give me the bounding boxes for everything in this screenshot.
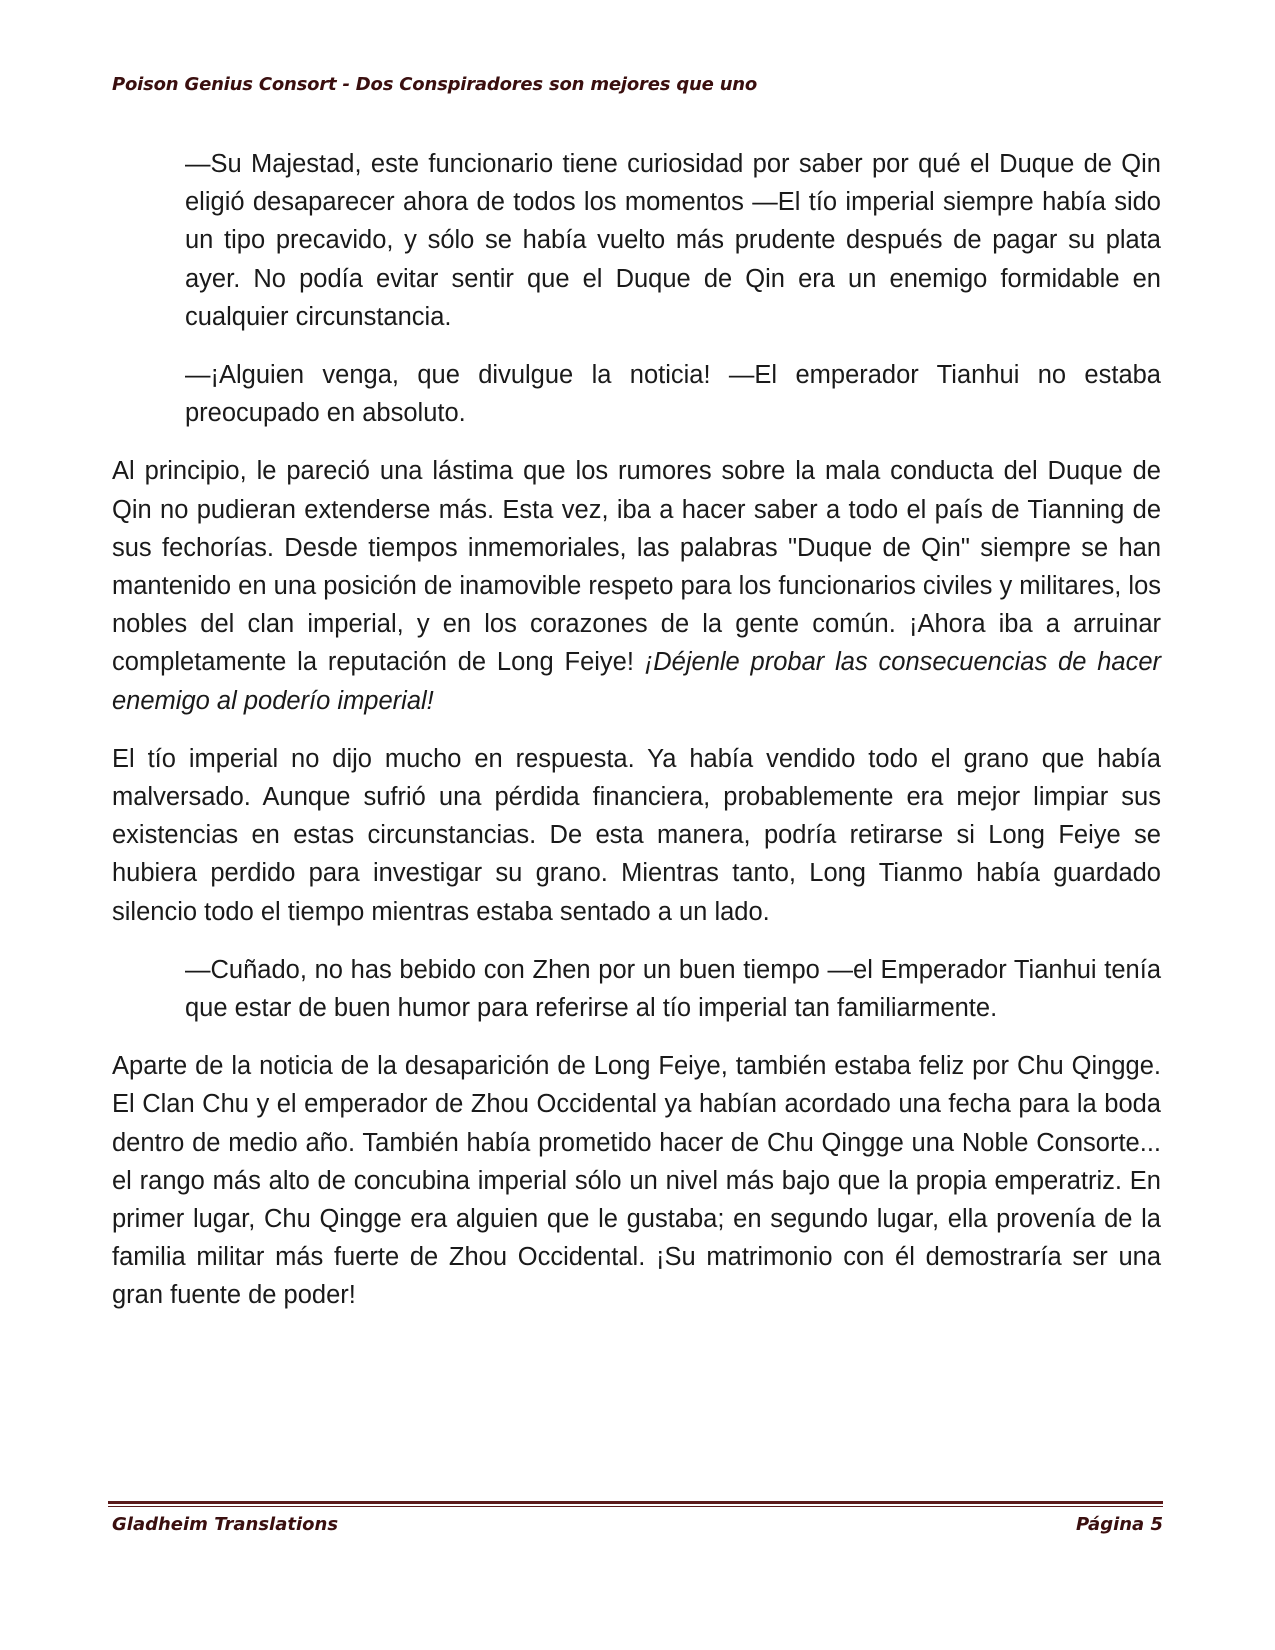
dialogue-paragraph: —¡Alguien venga, que divulgue la noticia! —El emperador Tianhui no estaba preocupado en absoluto.: [185, 361, 1161, 428]
narrative-paragraph: Aparte de la noticia de la desaparición de Long Feiye, también estaba feliz por Chu Qingge. El Clan Chu y el emperador de Zhou Occidental ya habían acordado una fecha para la boda dentro de medio año. También había prometido hacer de Chu Qingge una Noble Consorte... el rango más alto de concubina imperial sólo un nivel más bajo que la propia emperatriz. En primer lugar, Chu Qingge era alguien que le gustaba; en segundo lugar, ella provenía de la familia militar más fuerte de Zhou Occidental. ¡Su matrimonio con él demostraría ser una gran fuente de poder!: [112, 1052, 1161, 1310]
dialogue-paragraph: —Cuñado, no has bebido con Zhen por un buen tiempo —el Emperador Tianhui tenía que estar de buen humor para referirse al tío imperial tan familiarmente.: [185, 955, 1161, 1023]
footer-credit: Gladheim Translations: [112, 1514, 339, 1535]
page-number: Página 5: [1076, 1514, 1163, 1535]
body-text: [112, 145, 1161, 1335]
narrative-paragraph: El tío imperial no dijo mucho en respuesta. Ya había vendido todo el grano que había malversado. Aunque sufrió una pérdida financiera, probablemente era mejor limpiar sus existencias en estas circunstancias. De esta manera, podría retirarse si Long Feiye se hubiera perdido para investigar su grano. Mientras tanto, Long Tianmo había guardado silencio todo el tiempo mientras estaba sentado a un lado.: [112, 744, 1161, 926]
narrative-paragraph: [112, 452, 1161, 719]
footer-divider: [108, 1501, 1163, 1507]
page-header: Poison Genius Consort - Dos Conspiradores son mejores que uno: [112, 74, 758, 95]
dialogue-paragraph: —Su Majestad, este funcionario tiene curiosidad por saber por qué el Duque de Qin eligió desaparecer ahora de todos los momentos —El tío imperial siempre había sido un tipo precavido, y sólo se había vuelto más prudente después de pagar su plata ayer. No podía evitar sentir que el Duque de Qin era un enemigo formidable en cualquier circunstancia.: [185, 150, 1161, 331]
paragraph-text: Al principio, le pareció una lástima que los rumores sobre la mala conducta del Duque de Qin no pudieran extenderse más. Esta vez, iba a hacer saber a todo el país de Tianning de sus fechorías. Desde tiempos inmemoriales, las palabras "Duque de Qin" siempre se han mantenido en una posición de inamovible respeto para los funcionarios civiles y militares, los nobles del clan imperial, y en los corazones de la gente común. ¡Ahora iba a arruinar completamente la reputación de Long Feiye!: [112, 457, 1161, 677]
italic-thought: ¡Déjenle probar las consecuencias de hacer enemigo al poderío imperial!: [112, 648, 1162, 715]
